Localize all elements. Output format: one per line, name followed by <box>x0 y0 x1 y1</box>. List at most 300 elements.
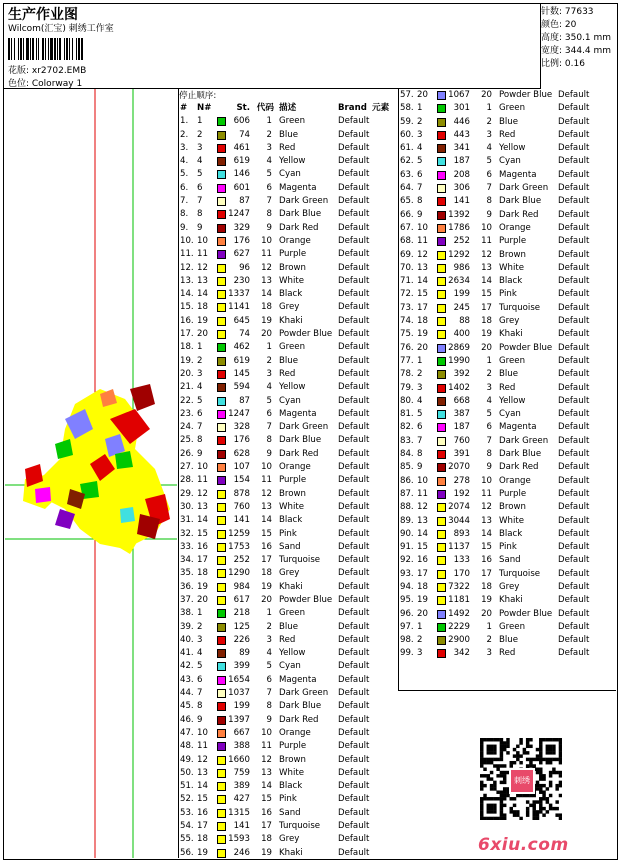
color-description: Cyan <box>279 395 301 406</box>
thread-brand: Default <box>338 422 370 433</box>
thread-brand: Default <box>558 183 590 194</box>
row-index: 30. <box>180 501 194 512</box>
stitch-count: 619 <box>233 355 250 366</box>
thread-brand: Default <box>558 542 590 553</box>
thread-brand: Default <box>558 595 590 606</box>
color-description: Magenta <box>279 182 317 193</box>
color-code: 9 <box>266 222 272 233</box>
row-index: 77. <box>400 355 414 366</box>
needle-number: 14 <box>417 528 428 539</box>
color-swatch <box>437 503 446 512</box>
row-index: 10. <box>180 235 194 246</box>
stitch-count: 1259 <box>228 528 250 539</box>
thread-brand: Default <box>558 262 590 273</box>
row-index: 85. <box>400 462 414 473</box>
color-description: Black <box>279 289 303 300</box>
color-swatch <box>437 450 446 459</box>
stitch-count: 192 <box>453 488 470 499</box>
color-swatch <box>437 237 446 246</box>
row-index: 16. <box>180 315 194 326</box>
row-index: 58. <box>400 103 414 114</box>
design-scale: 比例: 0.16 <box>541 59 585 69</box>
color-code: 4 <box>266 648 272 659</box>
color-code: 11 <box>481 236 492 247</box>
color-description: Orange <box>499 222 531 233</box>
color-description: Cyan <box>279 661 301 672</box>
color-code: 12 <box>261 488 272 499</box>
stitch-count: 154 <box>233 475 250 486</box>
color-swatch <box>217 689 226 698</box>
color-description: Purple <box>279 249 307 260</box>
color-swatch <box>437 370 446 379</box>
thread-brand: Default <box>558 475 590 486</box>
color-code: 14 <box>481 528 492 539</box>
thread-brand: Default <box>338 156 370 167</box>
needle-number: 6 <box>197 182 203 193</box>
color-description: Purple <box>499 236 527 247</box>
row-index: 45. <box>180 701 194 712</box>
color-description: Pink <box>279 528 297 539</box>
color-description: White <box>279 501 304 512</box>
color-description: Yellow <box>279 648 306 659</box>
thread-brand: Default <box>338 342 370 353</box>
stitch-count: 252 <box>233 555 250 566</box>
color-description: Magenta <box>279 674 317 685</box>
color-description: Purple <box>279 475 307 486</box>
needle-number: 9 <box>197 714 203 725</box>
color-swatch <box>217 556 226 565</box>
thread-brand: Default <box>338 222 370 233</box>
color-swatch <box>217 503 226 512</box>
stitch-count: 74 <box>239 129 250 140</box>
needle-number: 11 <box>197 475 208 486</box>
thread-brand: Default <box>558 236 590 247</box>
color-code: 12 <box>481 502 492 513</box>
row-index: 33. <box>180 541 194 552</box>
stitch-count: 594 <box>233 382 250 393</box>
row-index: 18. <box>180 342 194 353</box>
needle-number: 5 <box>417 409 423 420</box>
needle-number: 5 <box>417 156 423 167</box>
row-index: 70. <box>400 262 414 273</box>
color-description: Dark Blue <box>279 435 322 446</box>
row-index: 98. <box>400 635 414 646</box>
thread-brand: Default <box>338 435 370 446</box>
stitch-count: 176 <box>233 235 250 246</box>
color-code: 8 <box>266 701 272 712</box>
color-swatch <box>437 104 446 113</box>
color-description: Powder Blue <box>279 594 333 605</box>
thread-brand: Default <box>338 847 370 858</box>
stitch-count: 176 <box>233 435 250 446</box>
needle-number: 11 <box>197 741 208 752</box>
needle-number: 1 <box>417 103 423 114</box>
color-swatch <box>437 543 446 552</box>
needle-number: 10 <box>197 235 208 246</box>
color-description: Orange <box>279 727 311 738</box>
color-code: 2 <box>266 129 272 140</box>
color-description: Khaki <box>279 847 303 858</box>
color-description: Pink <box>279 794 297 805</box>
needle-number: 16 <box>197 541 208 552</box>
thread-brand: Default <box>558 648 590 659</box>
stitch-count: 399 <box>233 661 250 672</box>
color-code: 10 <box>481 475 492 486</box>
needle-number: 4 <box>197 156 203 167</box>
color-code: 4 <box>266 382 272 393</box>
thread-brand: Default <box>558 515 590 526</box>
row-index: 37. <box>180 594 194 605</box>
stitch-count: 89 <box>239 648 250 659</box>
needle-number: 12 <box>197 262 208 273</box>
needle-number: 4 <box>417 395 423 406</box>
color-code: 10 <box>261 727 272 738</box>
color-code: 3 <box>266 142 272 153</box>
thread-brand: Default <box>558 156 590 167</box>
thread-brand: Default <box>558 581 590 592</box>
color-description: Turquoise <box>499 568 541 579</box>
row-index: 41. <box>180 648 194 659</box>
color-code: 12 <box>261 754 272 765</box>
color-swatch <box>217 290 226 299</box>
color-description: Magenta <box>499 422 537 433</box>
color-description: Sand <box>499 555 521 566</box>
color-description: Brown <box>499 502 526 513</box>
color-swatch <box>217 330 226 339</box>
stitch-count: 7322 <box>448 581 470 592</box>
stitch-count: 391 <box>453 449 470 460</box>
stitch-count: 1247 <box>228 408 250 419</box>
row-index: 53. <box>180 807 194 818</box>
color-code: 9 <box>266 448 272 459</box>
row-index: 13. <box>180 275 194 286</box>
stitch-count: 760 <box>233 501 250 512</box>
color-description: Dark Green <box>279 422 329 433</box>
needle-number: 7 <box>197 422 203 433</box>
needle-number: 18 <box>197 834 208 845</box>
color-swatch <box>217 463 226 472</box>
needle-number: 14 <box>197 289 208 300</box>
thread-brand: Default <box>558 395 590 406</box>
thread-brand: Default <box>338 142 370 153</box>
thread-brand: Default <box>558 302 590 313</box>
color-description: Black <box>279 515 303 526</box>
thread-brand: Default <box>558 116 590 127</box>
stitch-count: 199 <box>233 701 250 712</box>
needle-number: 12 <box>197 488 208 499</box>
color-code: 4 <box>486 143 492 154</box>
thread-brand: Default <box>338 674 370 685</box>
color-description: Grey <box>499 581 520 592</box>
thread-brand: Default <box>558 249 590 260</box>
color-swatch <box>217 277 226 286</box>
color-swatch <box>437 91 446 100</box>
color-description: Grey <box>499 316 520 327</box>
stitch-count: 96 <box>239 262 250 273</box>
needle-number: 11 <box>417 488 428 499</box>
stitch-count: 145 <box>233 368 250 379</box>
stitch-count: 226 <box>233 634 250 645</box>
color-code: 4 <box>266 156 272 167</box>
row-index: 39. <box>180 621 194 632</box>
thread-brand: Default <box>558 449 590 460</box>
color-code: 8 <box>486 196 492 207</box>
needle-number: 5 <box>197 661 203 672</box>
color-swatch <box>217 756 226 765</box>
color-code: 3 <box>486 129 492 140</box>
color-swatch <box>217 237 226 246</box>
row-index: 6. <box>180 182 189 193</box>
needle-number: 4 <box>197 382 203 393</box>
thread-brand: Default <box>558 90 590 100</box>
stitch-count: 1067 <box>448 90 470 100</box>
thread-brand: Default <box>338 714 370 725</box>
thread-brand: Default <box>338 169 370 180</box>
stitch-count: 893 <box>453 528 470 539</box>
needle-number: 9 <box>417 209 423 220</box>
row-index: 42. <box>180 661 194 672</box>
row-index: 35. <box>180 568 194 579</box>
needle-number: 4 <box>197 648 203 659</box>
stitch-count: 443 <box>453 129 470 140</box>
color-code: 12 <box>261 262 272 273</box>
color-code: 2 <box>266 621 272 632</box>
row-index: 84. <box>400 449 414 460</box>
needle-number: 3 <box>197 142 203 153</box>
row-index: 19. <box>180 355 194 366</box>
color-swatch <box>217 450 226 459</box>
needle-number: 15 <box>417 542 428 553</box>
color-code: 15 <box>261 794 272 805</box>
row-index: 43. <box>180 674 194 685</box>
color-code: 10 <box>261 235 272 246</box>
color-swatch <box>437 490 446 499</box>
color-description: Orange <box>279 235 311 246</box>
needle-number: 3 <box>417 129 423 140</box>
thread-brand: Default <box>338 648 370 659</box>
stitch-count: 628 <box>233 448 250 459</box>
col-header-n: N# <box>197 103 212 113</box>
color-description: Green <box>499 621 526 632</box>
embroidery-preview-image <box>5 89 177 858</box>
stitch-count: 87 <box>239 395 250 406</box>
stitch-count: 342 <box>453 648 470 659</box>
thread-brand: Default <box>338 368 370 379</box>
thread-brand: Default <box>558 621 590 632</box>
color-description: Dark Red <box>499 462 539 473</box>
color-code: 14 <box>261 781 272 792</box>
needle-number: 1 <box>417 621 423 632</box>
row-index: 57. <box>400 90 414 100</box>
row-index: 20. <box>180 368 194 379</box>
row-index: 28. <box>180 475 194 486</box>
needle-number: 1 <box>197 608 203 619</box>
stitch-count: 341 <box>453 143 470 154</box>
color-code: 1 <box>266 342 272 353</box>
color-code: 15 <box>481 542 492 553</box>
color-swatch <box>217 423 226 432</box>
thread-brand: Default <box>338 781 370 792</box>
stitch-count: 146 <box>233 169 250 180</box>
color-swatch <box>437 623 446 632</box>
row-index: 80. <box>400 395 414 406</box>
needle-number: 3 <box>197 634 203 645</box>
color-code: 6 <box>266 182 272 193</box>
divider-left <box>178 88 179 858</box>
color-code: 1 <box>266 116 272 127</box>
color-description: Dark Red <box>279 714 319 725</box>
row-index: 31. <box>180 515 194 526</box>
color-description: Powder Blue <box>499 342 553 353</box>
color-swatch <box>217 742 226 751</box>
stitch-count: 88 <box>459 316 470 327</box>
stitch-count: 1315 <box>228 807 250 818</box>
row-index: 87. <box>400 488 414 499</box>
color-code: 15 <box>481 289 492 300</box>
page-title: 生产作业图 <box>8 7 78 23</box>
row-index: 40. <box>180 634 194 645</box>
stitch-count: 87 <box>239 196 250 207</box>
stitch-count: 668 <box>453 395 470 406</box>
color-code: 3 <box>486 382 492 393</box>
needle-number: 13 <box>417 262 428 273</box>
needle-number: 13 <box>417 515 428 526</box>
color-description: Magenta <box>279 408 317 419</box>
row-index: 92. <box>400 555 414 566</box>
thread-brand: Default <box>558 289 590 300</box>
needle-number: 2 <box>197 355 203 366</box>
color-swatch <box>217 436 226 445</box>
stitch-count: 878 <box>233 488 250 499</box>
row-index: 26. <box>180 448 194 459</box>
stitch-count: 1402 <box>448 382 470 393</box>
stitch-count: 208 <box>453 169 470 180</box>
color-description: Blue <box>279 129 299 140</box>
needle-number: 9 <box>197 448 203 459</box>
color-swatch <box>217 809 226 818</box>
row-index: 74. <box>400 316 414 327</box>
stitch-count: 3044 <box>448 515 470 526</box>
color-code: 6 <box>486 422 492 433</box>
row-index: 12. <box>180 262 194 273</box>
row-index: 25. <box>180 435 194 446</box>
stitch-count: 1593 <box>228 834 250 845</box>
color-description: Khaki <box>499 329 523 340</box>
row-index: 27. <box>180 462 194 473</box>
color-description: Brown <box>499 249 526 260</box>
thread-brand: Default <box>558 369 590 380</box>
needle-number: 12 <box>417 502 428 513</box>
color-code: 20 <box>261 594 272 605</box>
stitch-count: 759 <box>233 767 250 778</box>
qr-code <box>480 738 562 820</box>
stitch-count: 170 <box>453 568 470 579</box>
color-description: Red <box>279 368 296 379</box>
color-swatch <box>437 636 446 645</box>
color-swatch <box>217 144 226 153</box>
color-swatch <box>217 250 226 259</box>
color-code: 2 <box>486 369 492 380</box>
stitch-count: 461 <box>233 142 250 153</box>
stitch-count: 1753 <box>228 541 250 552</box>
stitch-count: 1786 <box>448 222 470 233</box>
needle-number: 2 <box>417 635 423 646</box>
row-index: 15. <box>180 302 194 313</box>
thread-brand: Default <box>338 249 370 260</box>
color-code: 11 <box>261 475 272 486</box>
color-description: Blue <box>499 635 519 646</box>
row-index: 17. <box>180 329 194 340</box>
stitch-count: 387 <box>453 409 470 420</box>
needle-number: 1 <box>197 116 203 127</box>
needle-number: 2 <box>417 369 423 380</box>
color-swatch <box>437 397 446 406</box>
row-index: 72. <box>400 289 414 300</box>
needle-number: 7 <box>417 435 423 446</box>
thread-brand: Default <box>558 196 590 207</box>
needle-number: 5 <box>197 169 203 180</box>
color-code: 1 <box>266 608 272 619</box>
thread-brand: Default <box>338 395 370 406</box>
color-description: Green <box>499 103 526 114</box>
color-code: 18 <box>261 302 272 313</box>
color-code: 13 <box>481 515 492 526</box>
stitch-count: 601 <box>233 182 250 193</box>
color-swatch <box>437 570 446 579</box>
color-code: 2 <box>266 355 272 366</box>
thread-brand: Default <box>338 568 370 579</box>
color-code: 15 <box>261 528 272 539</box>
needle-number: 20 <box>417 90 428 100</box>
needle-number: 2 <box>417 116 423 127</box>
color-description: Yellow <box>279 156 306 167</box>
design-name: 花版: xr2702.EMB <box>8 66 87 76</box>
thread-brand: Default <box>338 475 370 486</box>
thread-brand: Default <box>558 462 590 473</box>
row-index: 75. <box>400 329 414 340</box>
thread-brand: Default <box>338 701 370 712</box>
color-swatch <box>437 251 446 260</box>
color-code: 17 <box>481 568 492 579</box>
color-swatch <box>437 344 446 353</box>
needle-number: 12 <box>417 249 428 260</box>
color-description: Yellow <box>499 395 526 406</box>
color-swatch <box>217 516 226 525</box>
color-description: Brown <box>279 754 306 765</box>
color-swatch <box>437 304 446 313</box>
needle-number: 10 <box>197 727 208 738</box>
stitch-count: 1181 <box>448 595 470 606</box>
color-code: 5 <box>266 395 272 406</box>
row-index: 95. <box>400 595 414 606</box>
color-code: 1 <box>486 621 492 632</box>
color-description: Turquoise <box>499 302 541 313</box>
color-description: Dark Blue <box>499 196 542 207</box>
row-index: 7. <box>180 196 189 207</box>
color-description: Dark Green <box>499 183 549 194</box>
stitch-count: 1660 <box>228 754 250 765</box>
color-description: Khaki <box>499 595 523 606</box>
color-code: 20 <box>481 608 492 619</box>
needle-number: 7 <box>197 196 203 207</box>
needle-number: 20 <box>197 329 208 340</box>
thread-brand: Default <box>558 528 590 539</box>
thread-brand: Default <box>558 355 590 366</box>
color-code: 6 <box>266 408 272 419</box>
color-description: Green <box>279 116 306 127</box>
stitch-count: 278 <box>453 475 470 486</box>
row-index: 32. <box>180 528 194 539</box>
